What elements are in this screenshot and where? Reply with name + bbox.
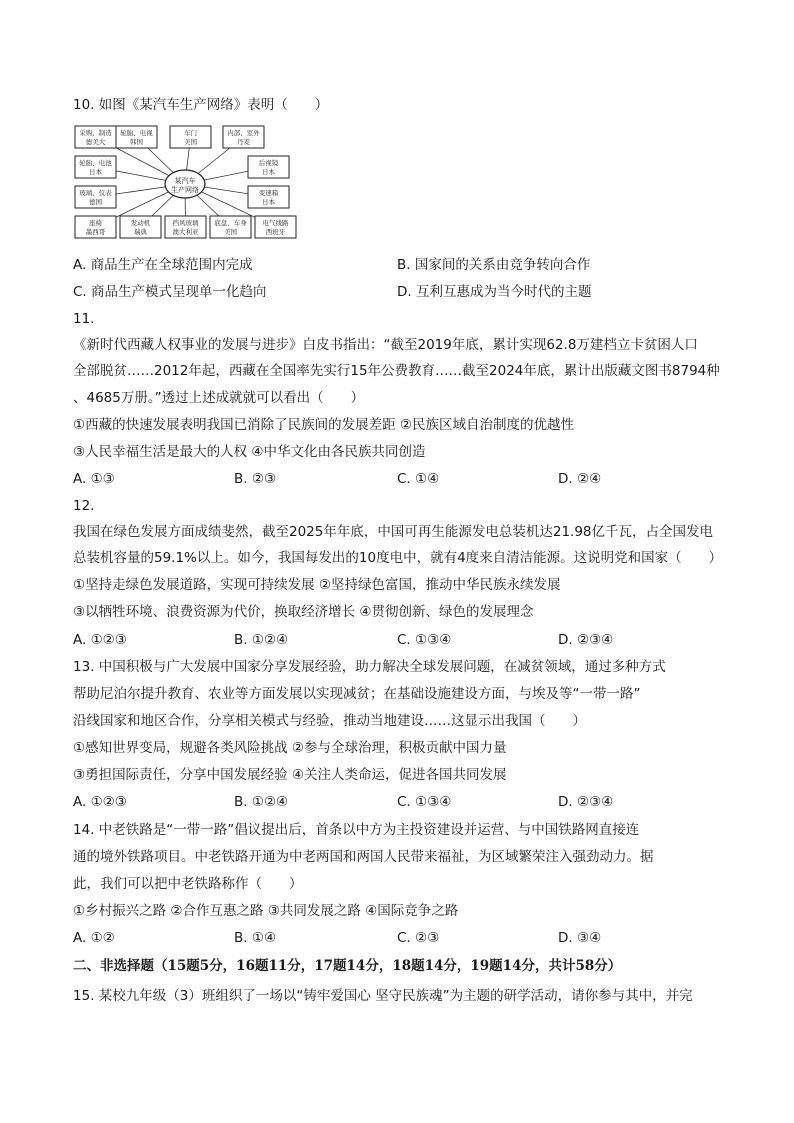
q11-option-c: C. ①④	[397, 471, 440, 487]
q13-option-b: B. ①②④	[234, 794, 289, 810]
network-node-box	[255, 216, 296, 238]
network-node-box	[75, 126, 116, 148]
q13-option-a: A. ①②③	[73, 794, 127, 810]
q12-line: ③以牺牲环境、浪费资源为代价，换取经济增长 ④贯彻创新、绿色的发展理念	[73, 604, 534, 620]
q14-option-b: B. ①④	[234, 930, 277, 946]
network-node-box	[210, 216, 251, 238]
car-production-network-diagram	[73, 122, 298, 246]
q11-line: 、4685万册。”透过上述成就就可以看出（ ）	[73, 390, 365, 406]
q13-option-c: C. ①③④	[397, 794, 452, 810]
network-node-label: 车门	[184, 129, 197, 137]
q11-option-a: A. ①③	[73, 471, 115, 487]
q12-option-a: A. ①②③	[73, 632, 127, 648]
q13-line: 沿线国家和地区合作，分享相关模式与经验，推动当地建设……这显示出我国（ ）	[73, 713, 586, 729]
q10-option-b: B. 国家间的关系由竞争转向合作	[397, 257, 591, 273]
network-node-box	[165, 216, 206, 238]
q10-option-a: A. 商品生产在全球范围内完成	[73, 257, 253, 273]
q15-stem: 15. 某校九年级（3）班组织了一场以“铸牢爱国心 坚守民族魂”为主题的研学活动，请你参与其中，并完	[73, 988, 693, 1004]
network-node-box	[223, 126, 264, 148]
network-node-box	[75, 186, 116, 208]
q12-line: 我国在绿色发展方面成绩斐然，截至2025年年底，中国可再生能源发电总装机达21.98亿千瓦，占全国发电	[73, 524, 714, 540]
section-heading: 二、非选择题（15题5分，16题11分，17题14分，18题14分，19题14分，共计58分）	[73, 958, 622, 974]
network-node-label: 丹麦	[237, 138, 250, 146]
network-node-label: 美国	[184, 138, 197, 146]
q14-line: 14. 中老铁路是“一带一路”倡议提出后，首条以中方为主投资建设并运营、与中国铁路网直接连	[73, 822, 640, 838]
network-node-label: 德美大	[85, 138, 106, 146]
network-node-label: 韩国	[130, 138, 143, 146]
q11-option-b: B. ②③	[234, 471, 277, 487]
q11-line: 《新时代西藏人权事业的发展与进步》白皮书指出：“截至2019年底，累计实现62.8万建档立卡贫困人口	[73, 337, 698, 353]
network-node-box	[116, 126, 157, 148]
network-node-label: 美国	[224, 228, 237, 236]
q11-number: 11.	[73, 311, 95, 327]
q13-line: ③勇担国际责任，分享中国发展经验 ④关注人类命运，促进各国共同发展	[73, 767, 507, 783]
q11-option-d: D. ②④	[558, 471, 602, 487]
network-node-label: 采购、制造	[79, 129, 112, 137]
network-node-box	[75, 216, 116, 238]
q10-stem: 10. 如图《某汽车生产网络》表明（ ）	[73, 97, 329, 113]
q12-line: ①坚持走绿色发展道路，实现可持续发展 ②坚持绿色富国，推动中华民族永续发展	[73, 577, 561, 593]
q13-option-d: D. ②③④	[558, 794, 614, 810]
network-node-box	[170, 126, 211, 148]
q14-line: 通的境外铁路项目。中老铁路开通为中老两国和两国人民带来福祉，为区域繁荣注入强劲动力。据	[73, 849, 654, 865]
q13-line: 13. 中国积极与广大发展中国家分享发展经验，助力解决全球发展问题，在减贫领域，通过多种方式	[73, 659, 666, 675]
q12-option-c: C. ①③④	[397, 632, 452, 648]
q10-option-c: C. 商品生产模式呈现单一化趋向	[73, 284, 267, 300]
network-node-box	[120, 216, 161, 238]
network-node-label: 日本	[262, 168, 275, 176]
q12-option-b: B. ①②④	[234, 632, 289, 648]
q14-option-d: D. ③④	[558, 930, 602, 946]
network-node-box	[248, 186, 289, 208]
network-node-label: 瑞典	[134, 228, 147, 236]
network-node-label: 日本	[262, 198, 275, 206]
network-node-box	[248, 156, 289, 178]
network-node-label: 墨西哥	[85, 228, 106, 236]
network-center-label: 某汽车	[174, 177, 196, 185]
network-node-label: 后视镜	[258, 159, 279, 167]
q11-line: ①西藏的快速发展表明我国已消除了民族间的发展差距 ②民族区域自治制度的优越性	[73, 417, 574, 433]
network-node-label: 澳大利亚	[172, 228, 199, 236]
network-node-label: 轮胎、电池	[79, 159, 112, 167]
network-node-box	[75, 156, 116, 178]
network-node-label: 玻璃、仪表	[79, 189, 112, 197]
network-node-label: 轮胎、电视	[120, 129, 153, 137]
q14-line: ①乡村振兴之路 ②合作互惠之路 ③共同发展之路 ④国际竞争之路	[73, 903, 459, 919]
network-node-label: 西班牙	[265, 228, 286, 236]
q11-line: 全部脱贫……2012年起，西藏在全国率先实行15年公费教育……截至2024年底，累计出版藏文图书8794种	[73, 363, 720, 379]
q14-option-c: C. ②③	[397, 930, 440, 946]
network-node-label: 座椅	[89, 219, 102, 227]
q14-line: 此，我们可以把中老铁路称作（ ）	[73, 876, 303, 892]
q11-line: ③人民幸福生活是最大的人权 ④中华文化由各民族共同创造	[73, 444, 426, 460]
q14-option-a: A. ①②	[73, 930, 115, 946]
network-node-label: 德国	[89, 198, 102, 206]
network-node-label: 电气线路	[262, 219, 289, 227]
q12-number: 12.	[73, 498, 95, 514]
network-node-label: 挡风玻璃	[172, 219, 199, 227]
network-node-label: 内部、室外	[227, 129, 260, 137]
network-node-label: 发动机	[130, 219, 151, 227]
q10-option-d: D. 互利互惠成为当今时代的主题	[397, 284, 592, 300]
network-node-label: 变速箱	[258, 189, 279, 197]
network-center-label: 生产网络	[171, 186, 199, 194]
q13-line: 帮助尼泊尔提升教育、农业等方面发展以实现减贫；在基础设施建设方面，与埃及等“一带一路”	[73, 686, 641, 702]
q13-line: ①感知世界变局，规避各类风险挑战 ②参与全球治理，积极贡献中国力量	[73, 740, 507, 756]
q12-option-d: D. ②③④	[558, 632, 614, 648]
q12-line: 总装机容量的59.1%以上。如今，我国每发出的10度电中，就有4度来自清洁能源。这说明党和国家（ ）	[73, 550, 723, 566]
network-node-label: 日本	[89, 168, 102, 176]
network-node-label: 底盘、车身	[214, 219, 247, 227]
